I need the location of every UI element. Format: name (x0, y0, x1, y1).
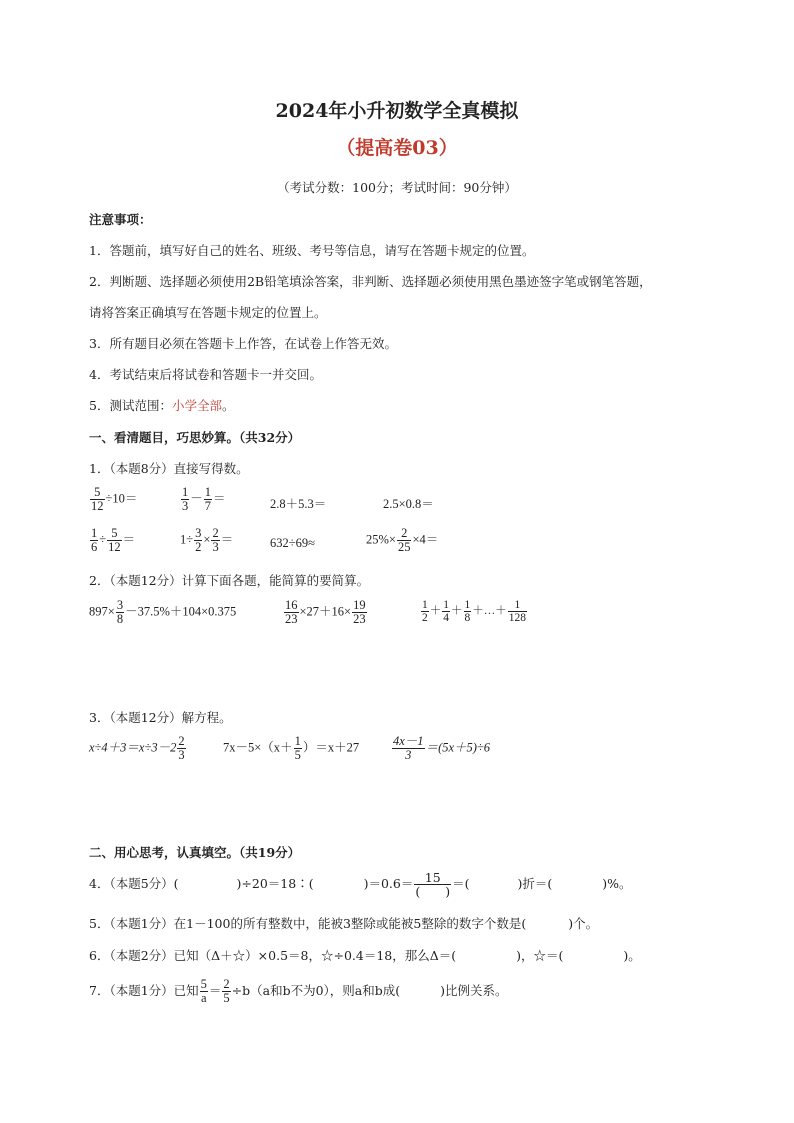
fraction: $\frac{1}{4}$ (443, 599, 449, 625)
q3-eq-2: 7x－5×（x＋ $\frac{1}{5}$ ）＝x＋27 (223, 734, 360, 763)
q2-expr-2: $\frac{16}{23}$ ×27＋16× $\frac{19}{23}$ (285, 598, 366, 627)
fraction: $\frac{15}{( )}$ (415, 870, 451, 900)
q6-line: 6．（本题2分）已知（Δ＋☆）×0.5＝8，☆÷0.4＝18，那么Δ＝( )，☆＝( )。 (89, 948, 641, 963)
notes-heading: 注意事项： (89, 212, 152, 227)
fraction: $\frac{1}{128}$ (508, 599, 526, 625)
scope-value: 小学全部 (171, 398, 222, 413)
fraction: $\frac{5}{a}$ (200, 977, 207, 1006)
q5-line: 5．（本题1分）在1－100的所有整数中，能被3整除或能被5整除的数字个数是( )个。 (89, 916, 599, 931)
fraction: $\frac{3}{2}$ (195, 526, 202, 555)
fraction: $\frac{1}{2}$ (422, 599, 428, 625)
fraction: $\frac{2}{3}$ (178, 734, 185, 763)
page-subtitle: （提高卷03） (336, 137, 458, 159)
q4-line: 4．（本题5分）( )÷20＝18∶( )＝0.6＝ $\frac{15}{( )}$ ＝( )折＝( )%。 (89, 870, 632, 900)
q3-eq-1: x÷4＋3＝x÷3－2 $\frac{2}{3}$ (89, 734, 185, 763)
q1-r1-d: 2.5×0.8＝ (383, 497, 434, 511)
page-title: 2024年小升初数学全真模拟 (275, 100, 519, 122)
fraction: $\frac{3}{8}$ (116, 598, 124, 627)
note-item-4: 4．考试结束后将试卷和答题卡一并交回。 (89, 367, 322, 382)
note-item-2: 2．判断题、选择题必须使用2B铅笔填涂答案，非判断、选择题必须使用黑色墨迹签字笔或钢笔答题， (89, 274, 652, 289)
q1-r2-d: 25%× $\frac{2}{25}$ ×4＝ (366, 526, 439, 555)
section2-heading: 二、用心思考，认真填空。（共19分） (89, 845, 301, 860)
fraction: $\frac{1}{8}$ (464, 599, 471, 625)
fraction: $\frac{2}{3}$ (212, 526, 219, 555)
fraction: $\frac{2}{5}$ (223, 977, 230, 1006)
fraction: $\frac{5}{12}$ (91, 485, 104, 514)
q7-line: 7．（本题1分）已知 $\frac{5}{a}$ ＝ $\frac{2}{5}$ ÷b（a和b不为0），则a和b成( )比例关系。 (89, 977, 508, 1006)
fraction: $\frac{1}{3}$ (182, 485, 189, 514)
scope-label: 5．测试范围： (89, 398, 172, 413)
fraction: $\frac{19}{23}$ (353, 598, 366, 627)
q2-expr-1: 897× $\frac{3}{8}$ －37.5%＋104×0.375 (89, 598, 237, 627)
fraction: $\frac{1}{7}$ (204, 485, 212, 514)
exam-meta: （考试分数：100分；考试时间：90分钟） (277, 180, 517, 195)
q3-eq-3: $\frac{4x-1}{3}$ ＝(5x＋5)÷6 (393, 734, 491, 763)
fraction: $\frac{16}{23}$ (285, 598, 298, 627)
q3-label: 3．（本题12分）解方程。 (89, 710, 232, 725)
section1-heading: 一、看清题目，巧思妙算。（共32分） (89, 430, 301, 445)
q2-label: 2．（本题12分）计算下面各题，能简算的要简算。 (89, 573, 370, 588)
q1-r1-b: $\frac{1}{3}$ － $\frac{1}{7}$ ＝ (182, 485, 226, 514)
fraction: $\frac{4x-1}{3}$ (393, 734, 424, 763)
q1-r1-c: 2.8＋5.3＝ (270, 497, 327, 511)
q1-r2-c: 632÷69≈ (270, 536, 315, 550)
fraction: $\frac{1}{5}$ (294, 734, 301, 763)
q2-expr-3: $\frac{1}{2}$ ＋ $\frac{1}{4}$ ＋ $\frac{1}{8}$ ＋…＋ $\frac{1}{128}$ (422, 599, 526, 625)
fraction: $\frac{2}{25}$ (397, 526, 411, 555)
q1-r1-a: $\frac{5}{12}$ ÷10＝ (91, 485, 138, 514)
note-item-5 (89, 396, 235, 414)
fraction: $\frac{5}{12}$ (108, 526, 121, 555)
q1-label: 1．（本题8分）直接写得数。 (89, 461, 249, 476)
q1-r2-b: 1÷ $\frac{3}{2}$ × $\frac{2}{3}$ ＝ (180, 526, 234, 555)
q1-r2-a: $\frac{1}{6}$ ÷ $\frac{5}{12}$ ＝ (91, 526, 136, 555)
fraction: $\frac{1}{6}$ (91, 526, 98, 555)
scope-end: 。 (221, 398, 235, 413)
note-item-1: 1．答题前，填写好自己的姓名、班级、考号等信息，请写在答题卡规定的位置。 (89, 243, 535, 258)
note-item-3: 3．所有题目必须在答题卡上作答，在试卷上作答无效。 (89, 336, 397, 351)
note-item-2-cont: 请将答案正确填写在答题卡规定的位置上。 (89, 305, 327, 320)
